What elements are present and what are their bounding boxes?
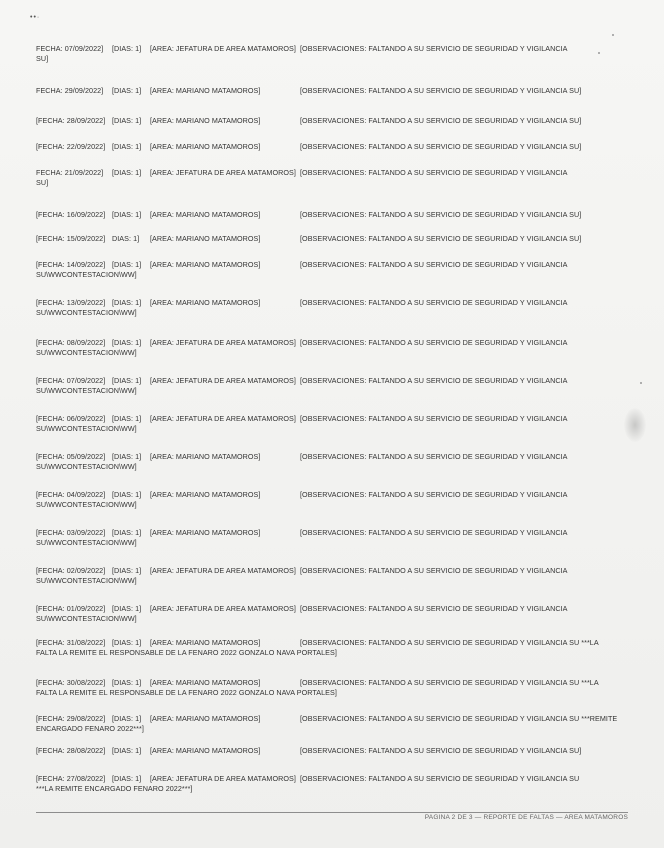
list-item [36,260,628,280]
list-item [36,298,628,318]
entry-area: [AREA: MARIANO MATAMOROS] [150,638,261,647]
entry-main-line [36,452,628,462]
entry-area: [AREA: JEFATURA DE AREA MATAMOROS] [150,44,296,53]
list-item [36,210,628,220]
entry-main-line [36,638,628,648]
entry-dias: [DIAS: 1] [112,298,142,307]
entry-continuation: SU\WWCONTESTACION\WW] [36,576,137,585]
entry-main-line [36,260,628,270]
entry-dias: [DIAS: 1] [112,566,142,575]
list-item [36,116,628,126]
entry-dias: [DIAS: 1] [112,774,142,783]
entry-fecha: [FECHA: 08/09/2022] [36,338,106,347]
entry-area: [AREA: JEFATURA DE AREA MATAMOROS] [150,168,296,177]
list-item [36,376,628,396]
entry-fecha: [FECHA: 01/09/2022] [36,604,106,613]
scan-speck [612,34,614,36]
entry-continuation: FALTA LA REMITE EL RESPONSABLE DE LA FENARO 2022 GONZALO NAVA PORTALES] [36,648,337,657]
list-item [36,528,628,548]
entry-area: [AREA: MARIANO MATAMOROS] [150,234,261,243]
entry-continuation: ENCARGADO FENARO 2022***] [36,724,144,733]
entry-fecha: [FECHA: 04/09/2022] [36,490,106,499]
list-item [36,338,628,358]
entry-continuation: SU\WWCONTESTACION\WW] [36,500,137,509]
entry-dias: [DIAS: 1] [112,142,142,151]
entry-fecha: [FECHA: 28/09/2022] [36,116,106,125]
list-item [36,452,628,472]
entry-main-line [36,210,628,220]
entry-dias: [DIAS: 1] [112,746,142,755]
entry-main-line [36,566,628,576]
entry-fecha: FECHA: 07/09/2022] [36,44,104,53]
entry-dias: DIAS: 1] [112,234,140,243]
entry-main-line [36,142,628,152]
entry-fecha: [FECHA: 28/08/2022] [36,746,106,755]
entry-area: [AREA: MARIANO MATAMOROS] [150,678,261,687]
entry-fecha: [FECHA: 03/09/2022] [36,528,106,537]
entry-dias: [DIAS: 1] [112,376,142,385]
entry-observaciones: [OBSERVACIONES: FALTANDO A SU SERVICIO DE SEGURIDAD Y VIGILANCIA [300,566,568,575]
entry-main-line [36,490,628,500]
entry-fecha: [FECHA: 07/09/2022] [36,376,106,385]
entry-continuation: SU\WWCONTESTACION\WW] [36,538,137,547]
entry-observaciones: [OBSERVACIONES: FALTANDO A SU SERVICIO DE SEGURIDAD Y VIGILANCIA SU ***LA [300,678,599,687]
entry-continuation: SU\WWCONTESTACION\WW] [36,308,137,317]
entry-area: [AREA: JEFATURA DE AREA MATAMOROS] [150,376,296,385]
entry-continuation: SU\WWCONTESTACION\WW] [36,386,137,395]
list-item [36,678,628,698]
list-item [36,44,628,64]
entry-area: [AREA: MARIANO MATAMOROS] [150,714,261,723]
entry-observaciones: [OBSERVACIONES: FALTANDO A SU SERVICIO DE SEGURIDAD Y VIGILANCIA [300,260,568,269]
entry-main-line [36,298,628,308]
entry-fecha: [FECHA: 14/09/2022] [36,260,106,269]
scan-speck [640,382,642,384]
entry-continuation: SU\WWCONTESTACION\WW] [36,614,137,623]
entry-area: [AREA: MARIANO MATAMOROS] [150,116,261,125]
entry-observaciones: [OBSERVACIONES: FALTANDO A SU SERVICIO DE SEGURIDAD Y VIGILANCIA [300,604,568,613]
entry-observaciones: [OBSERVACIONES: FALTANDO A SU SERVICIO DE SEGURIDAD Y VIGILANCIA SU] [300,142,582,151]
entry-dias: [DIAS: 1] [112,638,142,647]
entry-fecha: [FECHA: 22/09/2022] [36,142,106,151]
list-item [36,566,628,586]
entry-fecha: [FECHA: 06/09/2022] [36,414,106,423]
corner-mark: ••· [30,14,41,21]
list-item [36,714,628,734]
entry-observaciones: [OBSERVACIONES: FALTANDO A SU SERVICIO DE SEGURIDAD Y VIGILANCIA SU] [300,234,582,243]
entry-area: [AREA: MARIANO MATAMOROS] [150,490,261,499]
entry-observaciones: [OBSERVACIONES: FALTANDO A SU SERVICIO DE SEGURIDAD Y VIGILANCIA [300,490,568,499]
footer-text: PAGINA 2 DE 3 — REPORTE DE FALTAS — AREA MATAMOROS [424,814,628,821]
entry-fecha: [FECHA: 13/09/2022] [36,298,106,307]
list-item [36,142,628,152]
entry-main-line [36,116,628,126]
entry-dias: [DIAS: 1] [112,714,142,723]
entry-continuation: SU\WWCONTESTACION\WW] [36,424,137,433]
list-item [36,234,628,244]
entry-dias: [DIAS: 1] [112,452,142,461]
list-item [36,86,628,96]
list-item [36,604,628,624]
entry-observaciones: [OBSERVACIONES: FALTANDO A SU SERVICIO DE SEGURIDAD Y VIGILANCIA SU] [300,86,582,95]
entry-dias: [DIAS: 1] [112,86,142,95]
entry-continuation: SU] [36,54,49,63]
entry-main-line [36,234,628,244]
list-item [36,774,628,794]
list-item [36,168,628,188]
entry-observaciones: [OBSERVACIONES: FALTANDO A SU SERVICIO DE SEGURIDAD Y VIGILANCIA SU [300,774,580,783]
entry-main-line [36,678,628,688]
scan-speck [598,52,600,54]
entry-dias: [DIAS: 1] [112,168,142,177]
entry-area: [AREA: MARIANO MATAMOROS] [150,210,261,219]
entry-fecha: FECHA: 29/09/2022] [36,86,104,95]
entry-dias: [DIAS: 1] [112,604,142,613]
entry-continuation: SU] [36,178,49,187]
entry-fecha: [FECHA: 29/08/2022] [36,714,106,723]
entry-fecha: FECHA: 21/09/2022] [36,168,104,177]
entry-continuation: SU\WWCONTESTACION\WW] [36,348,137,357]
entry-continuation: ***LA REMITE ENCARGADO FENARO 2022***] [36,784,193,793]
entry-main-line [36,376,628,386]
entry-observaciones: [OBSERVACIONES: FALTANDO A SU SERVICIO DE SEGURIDAD Y VIGILANCIA [300,414,568,423]
entry-area: [AREA: MARIANO MATAMOROS] [150,298,261,307]
entry-area: [AREA: MARIANO MATAMOROS] [150,528,261,537]
entry-area: [AREA: MARIANO MATAMOROS] [150,260,261,269]
entry-area: [AREA: MARIANO MATAMOROS] [150,746,261,755]
entry-dias: [DIAS: 1] [112,260,142,269]
entry-observaciones: [OBSERVACIONES: FALTANDO A SU SERVICIO DE SEGURIDAD Y VIGILANCIA SU ***LA [300,638,599,647]
entry-dias: [DIAS: 1] [112,414,142,423]
entry-dias: [DIAS: 1] [112,490,142,499]
entry-dias: [DIAS: 1] [112,116,142,125]
entry-main-line [36,44,628,54]
entry-main-line [36,774,628,784]
list-item [36,490,628,510]
entry-area: [AREA: JEFATURA DE AREA MATAMOROS] [150,338,296,347]
entry-fecha: [FECHA: 27/08/2022] [36,774,106,783]
entry-dias: [DIAS: 1] [112,338,142,347]
entry-observaciones: [OBSERVACIONES: FALTANDO A SU SERVICIO DE SEGURIDAD Y VIGILANCIA SU] [300,210,582,219]
entry-area: [AREA: MARIANO MATAMOROS] [150,452,261,461]
entry-dias: [DIAS: 1] [112,44,142,53]
entry-area: [AREA: JEFATURA DE AREA MATAMOROS] [150,566,296,575]
entry-continuation: SU\WWCONTESTACION\WW] [36,270,137,279]
entry-observaciones: [OBSERVACIONES: FALTANDO A SU SERVICIO DE SEGURIDAD Y VIGILANCIA [300,376,568,385]
entry-main-line [36,746,628,756]
entry-area: [AREA: MARIANO MATAMOROS] [150,142,261,151]
entry-observaciones: [OBSERVACIONES: FALTANDO A SU SERVICIO DE SEGURIDAD Y VIGILANCIA SU] [300,746,582,755]
entry-main-line [36,604,628,614]
entry-observaciones: [OBSERVACIONES: FALTANDO A SU SERVICIO DE SEGURIDAD Y VIGILANCIA [300,168,568,177]
footer-rule [36,812,628,813]
entry-fecha: [FECHA: 15/09/2022] [36,234,106,243]
entry-fecha: [FECHA: 16/09/2022] [36,210,106,219]
list-item [36,414,628,434]
entry-observaciones: [OBSERVACIONES: FALTANDO A SU SERVICIO DE SEGURIDAD Y VIGILANCIA SU ***REMITE [300,714,618,723]
entry-area: [AREA: JEFATURA DE AREA MATAMOROS] [150,414,296,423]
entry-fecha: [FECHA: 31/08/2022] [36,638,106,647]
entry-fecha: [FECHA: 30/08/2022] [36,678,106,687]
entry-area: [AREA: MARIANO MATAMOROS] [150,86,261,95]
entry-main-line [36,414,628,424]
entry-observaciones: [OBSERVACIONES: FALTANDO A SU SERVICIO DE SEGURIDAD Y VIGILANCIA [300,298,568,307]
entry-dias: [DIAS: 1] [112,528,142,537]
entry-observaciones: [OBSERVACIONES: FALTANDO A SU SERVICIO DE SEGURIDAD Y VIGILANCIA SU] [300,116,582,125]
entry-dias: [DIAS: 1] [112,210,142,219]
list-item [36,746,628,756]
entry-fecha: [FECHA: 05/09/2022] [36,452,106,461]
entry-fecha: [FECHA: 02/09/2022] [36,566,106,575]
list-item [36,638,628,658]
entry-continuation: SU\WWCONTESTACION\WW] [36,462,137,471]
entry-dias: [DIAS: 1] [112,678,142,687]
entry-main-line [36,86,628,96]
entry-area: [AREA: JEFATURA DE AREA MATAMOROS] [150,774,296,783]
scan-smudge [624,408,646,442]
entry-area: [AREA: JEFATURA DE AREA MATAMOROS] [150,604,296,613]
entry-continuation: FALTA LA REMITE EL RESPONSABLE DE LA FENARO 2022 GONZALO NAVA PORTALES] [36,688,337,697]
entry-main-line [36,714,628,724]
entry-observaciones: [OBSERVACIONES: FALTANDO A SU SERVICIO DE SEGURIDAD Y VIGILANCIA [300,452,568,461]
entry-observaciones: [OBSERVACIONES: FALTANDO A SU SERVICIO DE SEGURIDAD Y VIGILANCIA [300,44,568,53]
entry-observaciones: [OBSERVACIONES: FALTANDO A SU SERVICIO DE SEGURIDAD Y VIGILANCIA [300,338,568,347]
entry-observaciones: [OBSERVACIONES: FALTANDO A SU SERVICIO DE SEGURIDAD Y VIGILANCIA [300,528,568,537]
entry-main-line [36,168,628,178]
entry-main-line [36,528,628,538]
entry-main-line [36,338,628,348]
